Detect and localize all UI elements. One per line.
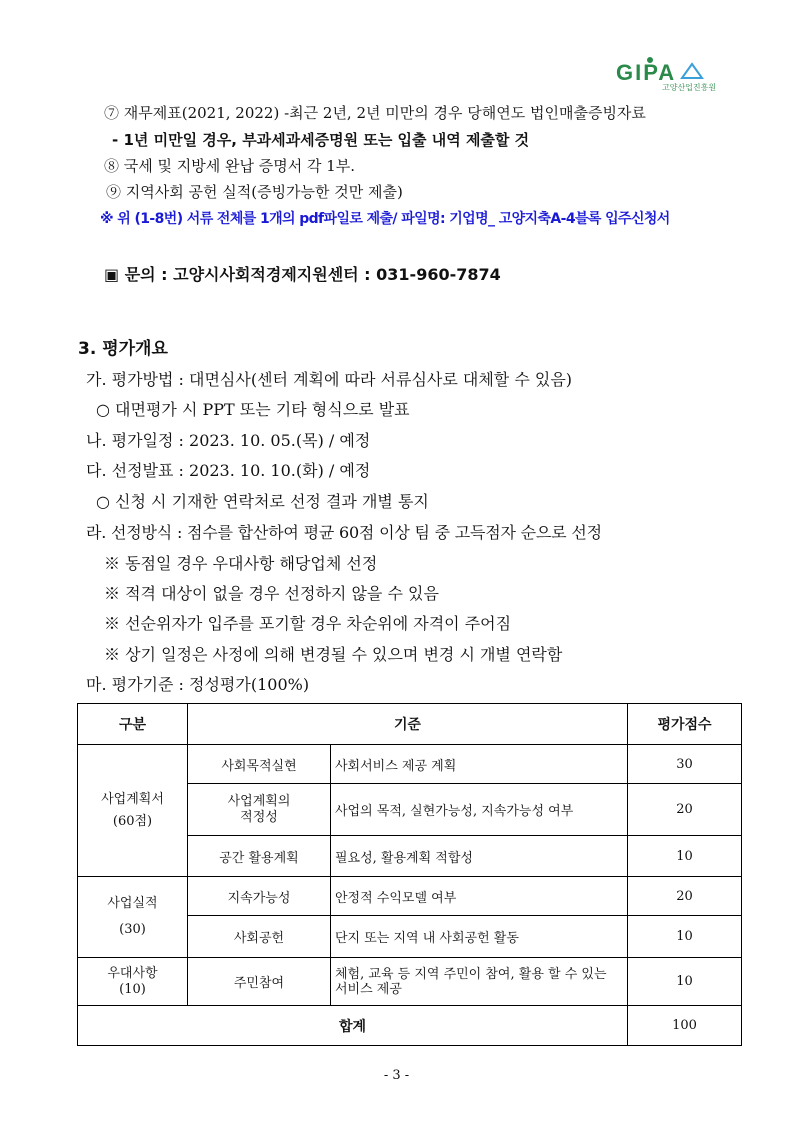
item-8: ⑧ 국세 및 지방세 완납 증명서 각 1부. bbox=[104, 157, 356, 175]
total-score: 100 bbox=[628, 1006, 742, 1046]
score: 10 bbox=[628, 916, 742, 958]
selection-notify: ○ 신청 시 기재한 연락처로 선정 결과 개별 통지 bbox=[96, 492, 429, 511]
selection-announce: 다. 선정발표 : 2023. 10. 10.(화) / 예정 bbox=[86, 461, 371, 480]
criteria: 사회서비스 제공 계획 bbox=[331, 745, 628, 784]
logo-text: GIPA bbox=[616, 60, 677, 85]
note-no-eligible: ※ 적격 대상이 없을 경우 선정하지 않을 수 있음 bbox=[104, 584, 439, 603]
sub-category: 사회공헌 bbox=[188, 916, 331, 958]
submission-note: ※ 위 (1-8번) 서류 전체를 1개의 pdf파일로 제출/ 파일명: 기업명_ 고양지축A-4블록 입주신청서 bbox=[100, 211, 670, 227]
table-total-row bbox=[78, 1006, 742, 1046]
table-row bbox=[78, 877, 742, 916]
criteria: 필요성, 활용계획 적합성 bbox=[331, 836, 628, 877]
note-schedule-change: ※ 상기 일정은 사정에 의해 변경될 수 있으며 변경 시 개별 연락함 bbox=[104, 645, 563, 664]
criteria: 안정적 수익모델 여부 bbox=[331, 877, 628, 916]
page-number: - 3 - bbox=[383, 1068, 410, 1083]
group-business-record: 사업실적 (30) bbox=[78, 877, 188, 958]
score: 30 bbox=[628, 745, 742, 784]
item-7-sub: - 1년 미만일 경우, 부과세과세증명원 또는 입출 내역 제출할 것 bbox=[112, 131, 530, 149]
sub-category: 주민참여 bbox=[188, 958, 331, 1006]
score: 10 bbox=[628, 836, 742, 877]
table-row bbox=[78, 958, 742, 1006]
criteria: 사업의 목적, 실현가능성, 지속가능성 여부 bbox=[331, 784, 628, 836]
selection-method: 라. 선정방식 : 점수를 합산하여 평균 60점 이상 팀 중 고득점자 순으로 선정 bbox=[86, 523, 602, 542]
header-criteria: 기준 bbox=[188, 704, 628, 745]
logo-subtitle: 고양산업진흥원 bbox=[662, 83, 717, 92]
sub-category: 공간 활용계획 bbox=[188, 836, 331, 877]
sub-category: 지속가능성 bbox=[188, 877, 331, 916]
score: 20 bbox=[628, 784, 742, 836]
total-label: 합계 bbox=[78, 1006, 628, 1046]
sub-category: 사업계획의 적정성 bbox=[188, 784, 331, 836]
eval-schedule: 나. 평가일정 : 2023. 10. 05.(목) / 예정 bbox=[86, 431, 371, 450]
header-score: 평가점수 bbox=[628, 704, 742, 745]
contact-line: ▣ 문의 : 고양시사회적경제지원센터 : 031-960-7874 bbox=[104, 265, 501, 284]
header-category: 구분 bbox=[78, 704, 188, 745]
score: 20 bbox=[628, 877, 742, 916]
item-9: ⑨ 지역사회 공헌 실적(증빙가능한 것만 제출) bbox=[106, 183, 403, 201]
section-title: 3. 평가개요 bbox=[78, 339, 168, 359]
note-forfeit: ※ 선순위자가 입주를 포기할 경우 차순위에 자격이 주어짐 bbox=[104, 614, 512, 633]
table-row bbox=[78, 745, 742, 784]
score: 10 bbox=[628, 958, 742, 1006]
sub-category: 사회목적실현 bbox=[188, 745, 331, 784]
criteria: 체험, 교육 등 지역 주민이 참여, 활용 할 수 있는 서비스 제공 bbox=[331, 958, 628, 1006]
group-business-plan: 사업계획서 (60점) bbox=[78, 745, 188, 877]
eval-criteria: 마. 평가기준 : 정성평가(100%) bbox=[86, 675, 310, 694]
note-tie: ※ 동점일 경우 우대사항 해당업체 선정 bbox=[104, 554, 378, 573]
eval-method-note: ○ 대면평가 시 PPT 또는 기타 형식으로 발표 bbox=[96, 400, 410, 419]
gipa-logo bbox=[612, 56, 732, 92]
criteria: 단지 또는 지역 내 사회공헌 활동 bbox=[331, 916, 628, 958]
table-header-row bbox=[78, 704, 742, 745]
item-7: ⑦ 재무제표(2021, 2022) -최근 2년, 2년 미만의 경우 당해연도 법인매출증빙자료 bbox=[104, 104, 646, 122]
group-preference: 우대사항 (10) bbox=[78, 958, 188, 1006]
evaluation-table bbox=[77, 703, 742, 1046]
eval-method: 가. 평가방법 : 대면심사(센터 계획에 따라 서류심사로 대체할 수 있음) bbox=[86, 370, 573, 389]
